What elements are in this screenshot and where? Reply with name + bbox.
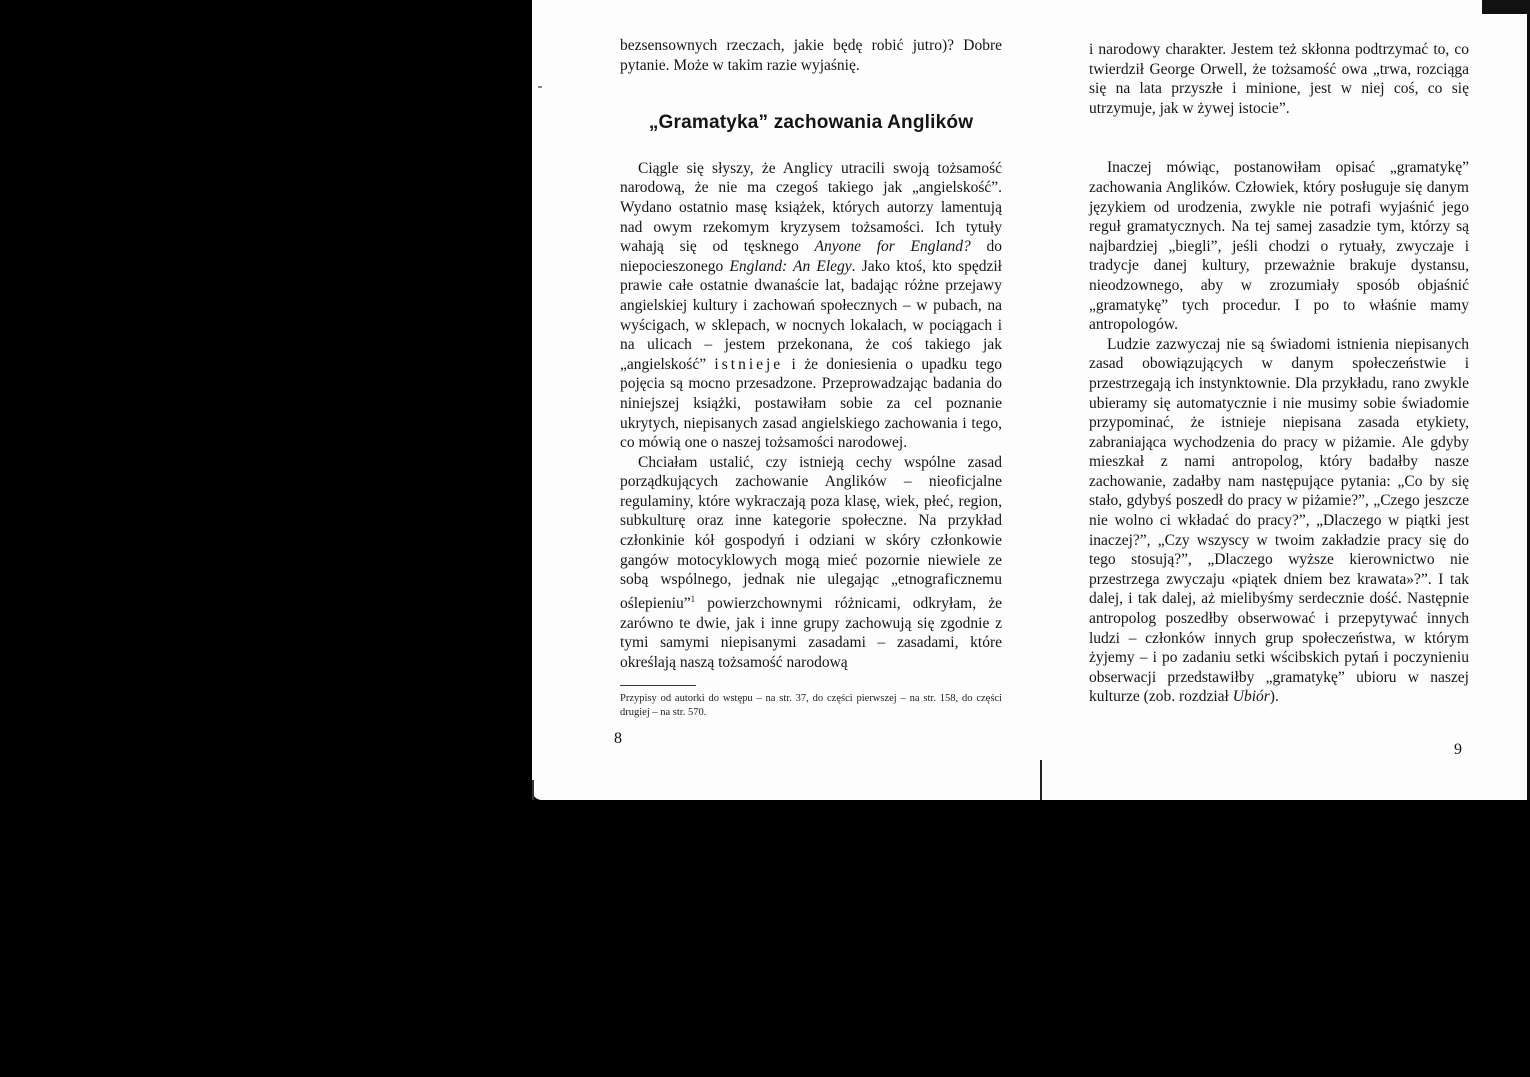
right-paragraph-3 [1089, 335, 1469, 707]
text-run: i że doniesienia o upadku tego pojęcia są mocno przesadzone. Przeprowadzając badania do niniejszej książki, postawiłam sobie za cel poznanie ukrytych, niepisanych zasad angielskiego zachowania i tego, co mówią one o naszej tożsamości narodowej. [620, 355, 1002, 452]
page-number-right: 9 [1454, 741, 1462, 758]
footnote: Przypisy od autorki do wstępu – na str. 37, do części pierwszej – na str. 158, do części drugiej – na str. 570. [620, 693, 1002, 718]
left-page [620, 36, 1002, 672]
scan-bottom-edge [532, 780, 534, 800]
footnote-rule [620, 685, 696, 686]
left-paragraph-1 [620, 159, 1002, 453]
right-page [1089, 40, 1469, 707]
text-run: do niepocieszonego [620, 238, 1003, 275]
page-number-left: 8 [614, 730, 622, 747]
right-paragraph-1: i narodowy charakter. Jestem też skłonna podtrzymać to, co twierdził George Orwell, że tożsamość owa „trwa, rozciąga się na lata przyszłe i minione, jest w niej coś, co się utrzymuje, jak w żywej istocie”. [1089, 41, 1469, 117]
chapter-reference: Ubiór [1232, 688, 1270, 706]
scan-top-mark [1482, 0, 1530, 14]
text-run: Ciągle się słyszy, że Anglicy utracili swoją tożsamość narodową, że nie ma czegoś takiego jak „angielskość”. Wydano ostatnio masę książek, których autorzy lamentują nad owym rzekomym kryzysem tożsamości. Ich tytuły wahają się od tęsknego [620, 159, 1002, 256]
right-paragraph-2: Inaczej mówiąc, postanowiłam opisać „gramatykę” zachowania Anglików. Człowiek, który posługuje się danym językiem od urodzenia, zwykle nie potrafi wyjaśnić jego reguł gramatycznych. Na tej samej zasadzie tym, którzy są najbardziej „biegli”, jeśli chodzi o rytuały, zwyczaje i tradycje danej kultury, przeważnie brakuje dystansu, nieodzownego, aby w zrozumiały sposób objaśnić „gramatykę” tych procedur. I po to właśnie mamy antropologów. [1089, 159, 1469, 334]
text-run: ). [1269, 688, 1279, 706]
spaced-emphasis: istnieje [714, 355, 784, 373]
book-title: England: An Elegy [729, 257, 852, 275]
text-run: . Jako ktoś, kto spędził prawie całe ostatnie dwanaście lat, badając różne przejawy angielskiej kultury i zachowań społecznych – w pubach, na wyścigach, w sklepach, w nocnych lokalach, w pociągach i na ulicach – jestem przekonana, że coś takiego jak „angielskość” [620, 257, 1002, 373]
left-intro-paragraph: bezsensownych rzeczach, jakie będę robić jutro)? Dobre pytanie. Może w takim razie wyjaśnię. [620, 37, 1002, 74]
scan-speck [538, 86, 542, 88]
book-gutter [1040, 760, 1042, 800]
book-title: Anyone for England? [814, 238, 971, 256]
footnote-reference: 1 [690, 593, 696, 604]
text-run: Chciałam ustalić, czy istnieją cechy wspólne zasad porządkujących zachowanie Anglików – nieoficjalne regulaminy, które wykraczają poza klasę, wiek, płeć, region, subkulturę oraz inne kategorie społeczne. Na przykład członkinie kół gospodyń i odziani w skóry członkowie gangów motocyklowych mogą mieć pozornie niewiele ze sobą wspólnego, jednak nie ulegając „etnograficznemu oślepieniu” [620, 453, 1002, 612]
section-heading: „Gramatyka” zachowania Anglików [648, 112, 974, 134]
left-paragraph-2 [620, 453, 1002, 673]
paragraph-gap [1089, 118, 1469, 158]
text-run: powierzchownymi różnicami, odkryłam, że zarówno te dwie, jak i inne grupy zachowują się zgodnie z tymi samymi niepisanymi zasadami – zasadami, które określają naszą tożsamość narodową [620, 595, 1002, 671]
text-run: Ludzie zazwyczaj nie są świadomi istnienia niepisanych zasad obowiązujących w danym społeczeństwie i przestrzegają ich instynktownie. Dla przykładu, rano zwykle ubieramy się automatycznie i nie musimy sobie świadomie przypominać, że istnieje niepisana zasada etykiety, zabraniająca wychodzenia do pracy w piżamie. Ale gdyby mieszkał z nami antropolog, który badałby nasze zachowanie, zadałby nam następujące pytania: „Co by się stało, gdybyś poszedł do pracy w piżamie?”, „Czego jeszcze nie wolno ci wkładać do pracy?”, „Dlaczego w piątki jest inaczej?”, „Czy wszyscy w twoim zakładzie pracy się do tego stosują?”, „Dlaczego wyższe kierownictwo nie przestrzega zwyczaju «piątek dniem bez krawata»?”. I tak dalej, i tak dalej, aż mielibyśmy serdecznie dość. Następnie antropolog poszedłby obserwować i przepytywać innych ludzi – członków innych grup społeczeństwa, w którym żyjemy – i po zadaniu setki wścibskich pytań i poczynieniu obserwacji przedstawiłby „gramatykę” ubioru w naszej kulturze (zob. rozdział [1089, 335, 1469, 706]
